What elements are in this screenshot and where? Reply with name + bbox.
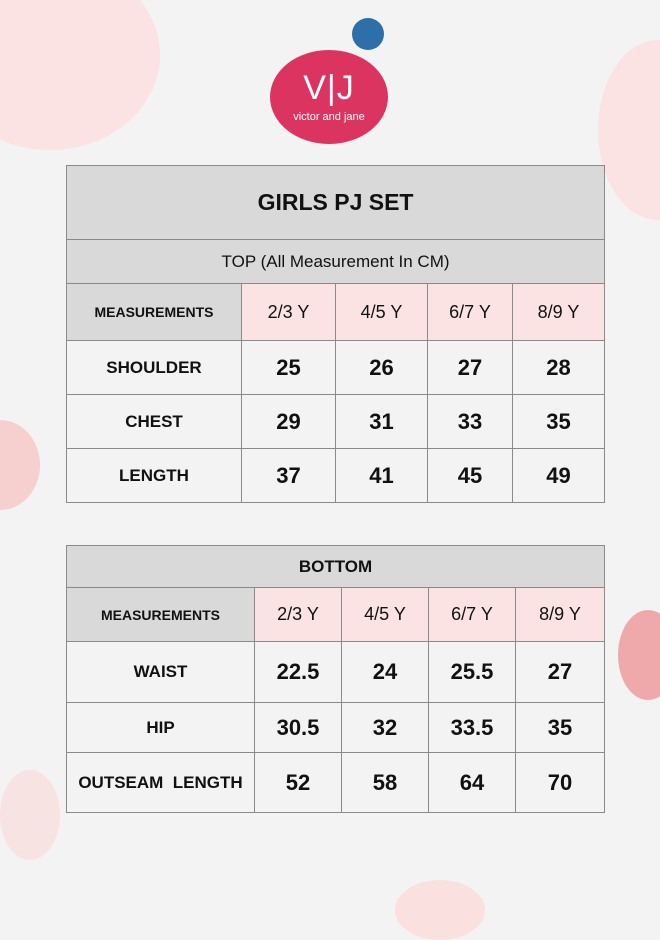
logo-tagline: victor and jane xyxy=(293,111,365,123)
table-cell: 70 xyxy=(516,753,605,813)
table-cell: 25.5 xyxy=(429,642,516,703)
measurements-header: MEASUREMENTS xyxy=(67,284,242,341)
table-cell: 28 xyxy=(513,341,605,395)
decorative-blob xyxy=(395,880,485,940)
row-label: WAIST xyxy=(67,642,255,703)
table-subtitle: TOP (All Measurement In CM) xyxy=(67,240,605,284)
table-cell: 64 xyxy=(429,753,516,813)
size-header: 6/7 Y xyxy=(429,588,516,642)
table-cell: 30.5 xyxy=(255,703,342,753)
table-row xyxy=(67,341,605,395)
table-cell: 24 xyxy=(342,642,429,703)
table-cell: 41 xyxy=(336,449,428,503)
table-cell: 32 xyxy=(342,703,429,753)
table-cell: 29 xyxy=(242,395,336,449)
row-label: CHEST xyxy=(67,395,242,449)
table-cell: 27 xyxy=(516,642,605,703)
size-header: 2/3 Y xyxy=(255,588,342,642)
row-label: HIP xyxy=(67,703,255,753)
decorative-blob xyxy=(598,40,660,220)
table-row xyxy=(67,703,605,753)
table-row xyxy=(67,449,605,503)
brand-logo xyxy=(270,50,388,144)
size-header: 2/3 Y xyxy=(242,284,336,341)
row-label: OUTSEAM LENGTH xyxy=(67,753,255,813)
table-cell: 37 xyxy=(242,449,336,503)
table-title: BOTTOM xyxy=(67,546,605,588)
top-size-table xyxy=(66,165,605,503)
table-cell: 35 xyxy=(516,703,605,753)
table-row xyxy=(67,753,605,813)
table-cell: 25 xyxy=(242,341,336,395)
logo-dot xyxy=(352,18,384,50)
measurements-header: MEASUREMENTS xyxy=(67,588,255,642)
table-cell: 27 xyxy=(428,341,513,395)
size-header: 8/9 Y xyxy=(516,588,605,642)
table-cell: 33 xyxy=(428,395,513,449)
row-label: LENGTH xyxy=(67,449,242,503)
decorative-blob xyxy=(618,610,660,700)
bottom-size-table xyxy=(66,545,605,813)
table-cell: 26 xyxy=(336,341,428,395)
row-label: SHOULDER xyxy=(67,341,242,395)
table-cell: 35 xyxy=(513,395,605,449)
table-cell: 58 xyxy=(342,753,429,813)
table-cell: 22.5 xyxy=(255,642,342,703)
logo-mark: V|J xyxy=(303,69,355,107)
table-cell: 33.5 xyxy=(429,703,516,753)
table-row xyxy=(67,642,605,703)
size-header: 8/9 Y xyxy=(513,284,605,341)
table-cell: 45 xyxy=(428,449,513,503)
decorative-blob xyxy=(0,0,160,150)
size-header: 4/5 Y xyxy=(336,284,428,341)
table-cell: 49 xyxy=(513,449,605,503)
logo-circle xyxy=(270,50,388,144)
table-title: GIRLS PJ SET xyxy=(67,166,605,240)
table-cell: 52 xyxy=(255,753,342,813)
size-header: 6/7 Y xyxy=(428,284,513,341)
table-row xyxy=(67,395,605,449)
decorative-blob xyxy=(0,420,40,510)
decorative-blob xyxy=(0,770,60,860)
size-header: 4/5 Y xyxy=(342,588,429,642)
table-cell: 31 xyxy=(336,395,428,449)
